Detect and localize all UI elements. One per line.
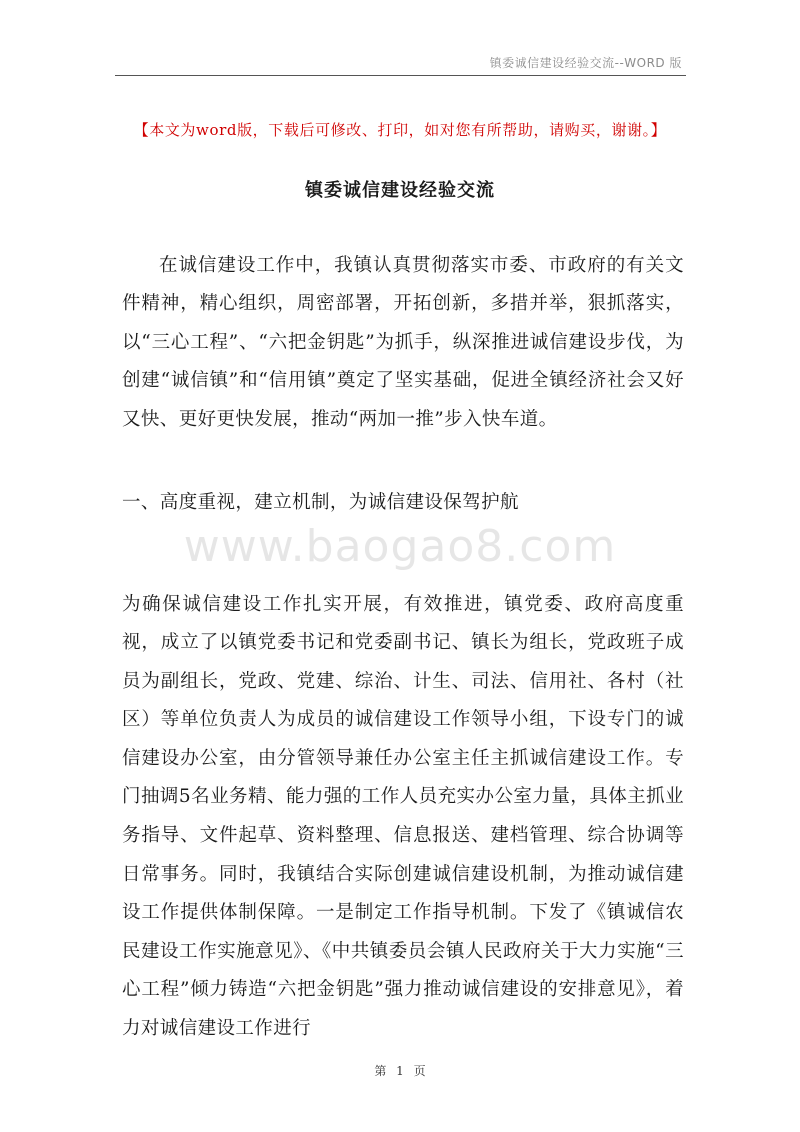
document-title: 镇委诚信建设经验交流 (305, 180, 495, 201)
watermark: www.baogao8.com (183, 521, 617, 572)
purchase-notice: 【本文为word版，下载后可修改、打印，如对您有所帮助，请购买，谢谢。】 (133, 121, 667, 139)
page-suffix: 页 (413, 1064, 426, 1078)
page-number-footer (0, 1062, 800, 1079)
header-divider (115, 75, 686, 76)
section-1-paragraph: 为确保诚信建设工作扎实开展，有效推进，镇党委、政府高度重视，成立了以镇党委书记和党委副书记、镇长为组长，党政班子成员为副组长，党政、党建、综治、计生、司法、信用社、各村（社区）等单位负责人为成员的诚信建设工作领导小组，下设专门的诚信建设办公室，由分管领导兼任办公室主任主抓诚信建设工作。专门抽调5名业务精、能力强的工作人员充实办公室力量，具体主抓业务指导、文件起草、资料整理、信息报送、建档管理、综合协调等日常事务。同时，我镇结合实际创建诚信建设机制，为推动诚信建设工作提供体制保障。一是制定工作指导机制。下发了《镇诚信农民建设工作实施意见》、《中共镇委员会镇人民政府关于大力实施“三心工程”倾力铸造“六把金钥匙”强力推动诚信建设的安排意见》，着力对诚信建设工作进行 (122, 593, 684, 1040)
intro-paragraph: 在诚信建设工作中，我镇认真贯彻落实市委、市政府的有关文件精神，精心组织，周密部署，开拓创新，多措并举，狠抓落实，以“三心工程”、“六把金钥匙”为抓手，纵深推进诚信建设步伐，为创建“诚信镇”和“信用镇”奠定了坚实基础，促进全镇经济社会又好又快、更好更快发展，推动“两加一推”步入快车道。 (122, 254, 684, 430)
section-heading-1: 一、高度重视，建立机制，为诚信建设保驾护航 (122, 492, 519, 513)
page-prefix: 第 (374, 1064, 387, 1078)
running-header-title: 镇委诚信建设经验交流--WORD 版 (489, 56, 682, 70)
page-number: 1 (396, 1064, 404, 1078)
